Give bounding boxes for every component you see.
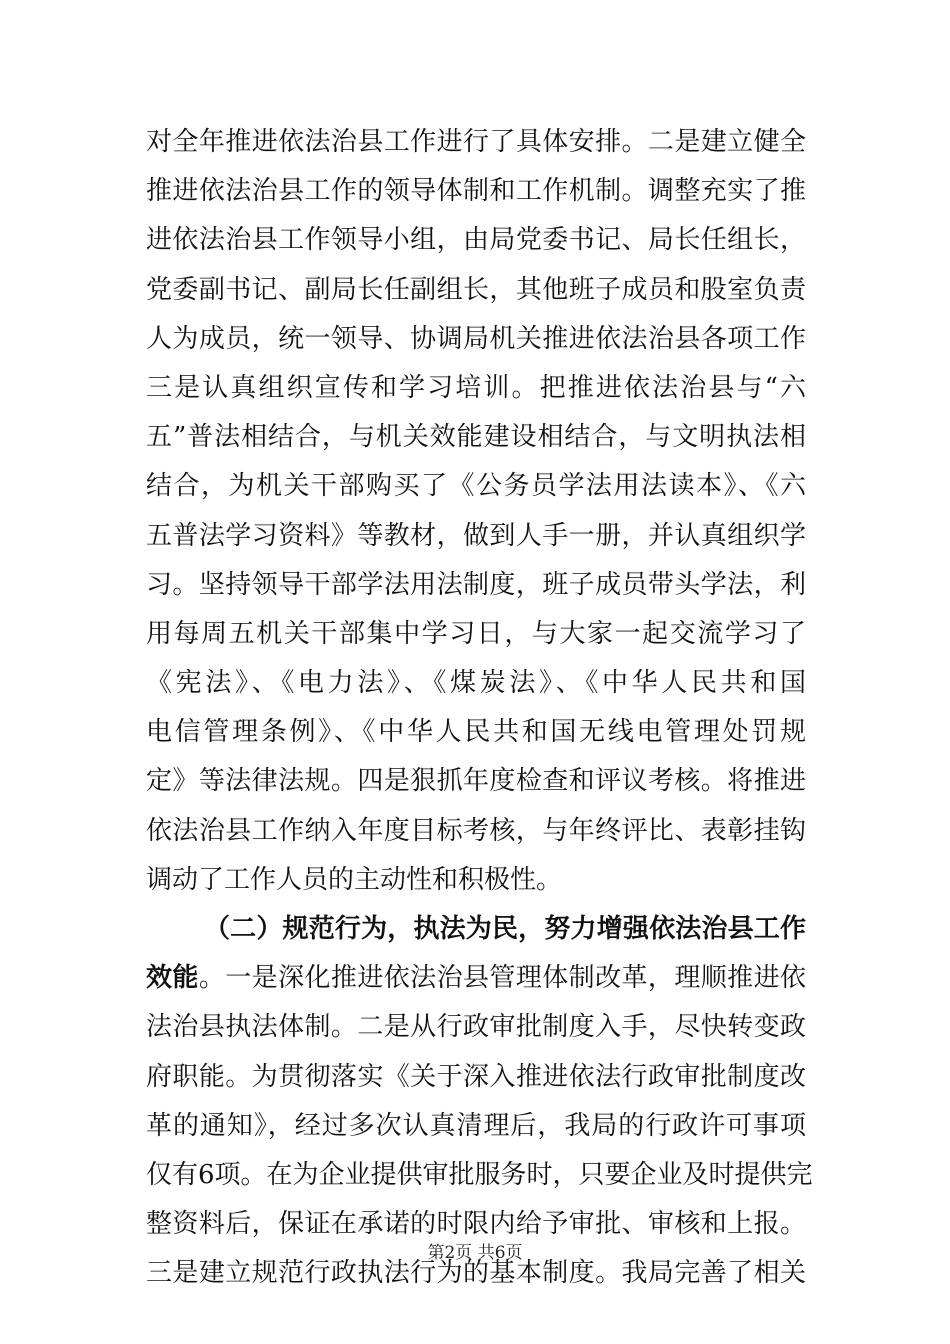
- text-line: 府职能。为贯彻落实《关于深入推进依法行政审批制度改: [146, 1061, 806, 1092]
- body-text: [146, 118, 813, 1299]
- text-line: 定》等法律法规。四是狠抓年度检查和评议考核。将推进: [146, 766, 806, 797]
- text-line: 党委副书记、副局长任副组长，其他班子成员和股室负责: [146, 274, 806, 305]
- text-line: 对全年推进依法治县工作进行了具体安排。二是建立健全: [146, 127, 806, 157]
- text-line: 三是认真组织宣传和学习培训。把推进依法治县与“六: [146, 372, 806, 403]
- text-line: 革的通知》，经过多次认真清理后，我局的行政许可事项: [146, 1110, 806, 1141]
- text-line: 结合，为机关干部购买了《公务员学法用法读本》、《六: [146, 471, 806, 502]
- text-line: 三是建立规范行政执法行为的基本制度。我局完善了相关: [146, 1258, 806, 1289]
- text-line: 依法治县工作纳入年度目标考核，与年终评比、表彰挂钩: [146, 815, 806, 846]
- text-line: 习。坚持领导干部学法用法制度，班子成员带头学法，利: [146, 569, 806, 600]
- page-number-footer: 第2页 共6页: [427, 1243, 523, 1263]
- text-line-rest: 。一是深化推进依法治县管理体制改革，理顺推进依: [198, 963, 806, 994]
- text-line: 《宪法》、《电力法》、《煤炭法》、《中华人民共和国: [146, 668, 806, 699]
- text-line: 仅有6项。在为企业提供审批服务时，只要企业及时提供完: [146, 1159, 813, 1190]
- text-line: 整资料后，保证在承诺的时限内给予审批、审核和上报。: [146, 1209, 806, 1240]
- section-heading-text: （二）规范行为，执法为民，努力增强依法治县工作: [204, 914, 806, 944]
- section-heading-tail: 效能: [146, 963, 199, 994]
- text-line: 法治县执法体制。二是从行政审批制度入手，尽快转变政: [146, 1012, 806, 1043]
- text-line: 进依法治县工作领导小组，由局党委书记、局长任组长，: [146, 225, 806, 256]
- text-line: 人为成员，统一领导、协调局机关推进依法治县各项工作: [146, 323, 806, 354]
- text-line: 五普法学习资料》等教材，做到人手一册，并认真组织学: [146, 520, 806, 551]
- text-line: 五”普法相结合，与机关效能建设相结合，与文明执法相: [146, 422, 806, 453]
- text-line: [146, 954, 806, 1003]
- text-line: 用每周五机关干部集中学习日，与大家一起交流学习了: [146, 618, 806, 649]
- section-heading: [146, 905, 806, 954]
- text-line: 推进依法治县工作的领导体制和工作机制。调整充实了推: [146, 176, 806, 207]
- text-line: 电信管理条例》、《中华人民共和国无线电管理处罚规: [146, 717, 806, 748]
- text-line: 调动了工作人员的主动性和积极性。: [146, 864, 563, 895]
